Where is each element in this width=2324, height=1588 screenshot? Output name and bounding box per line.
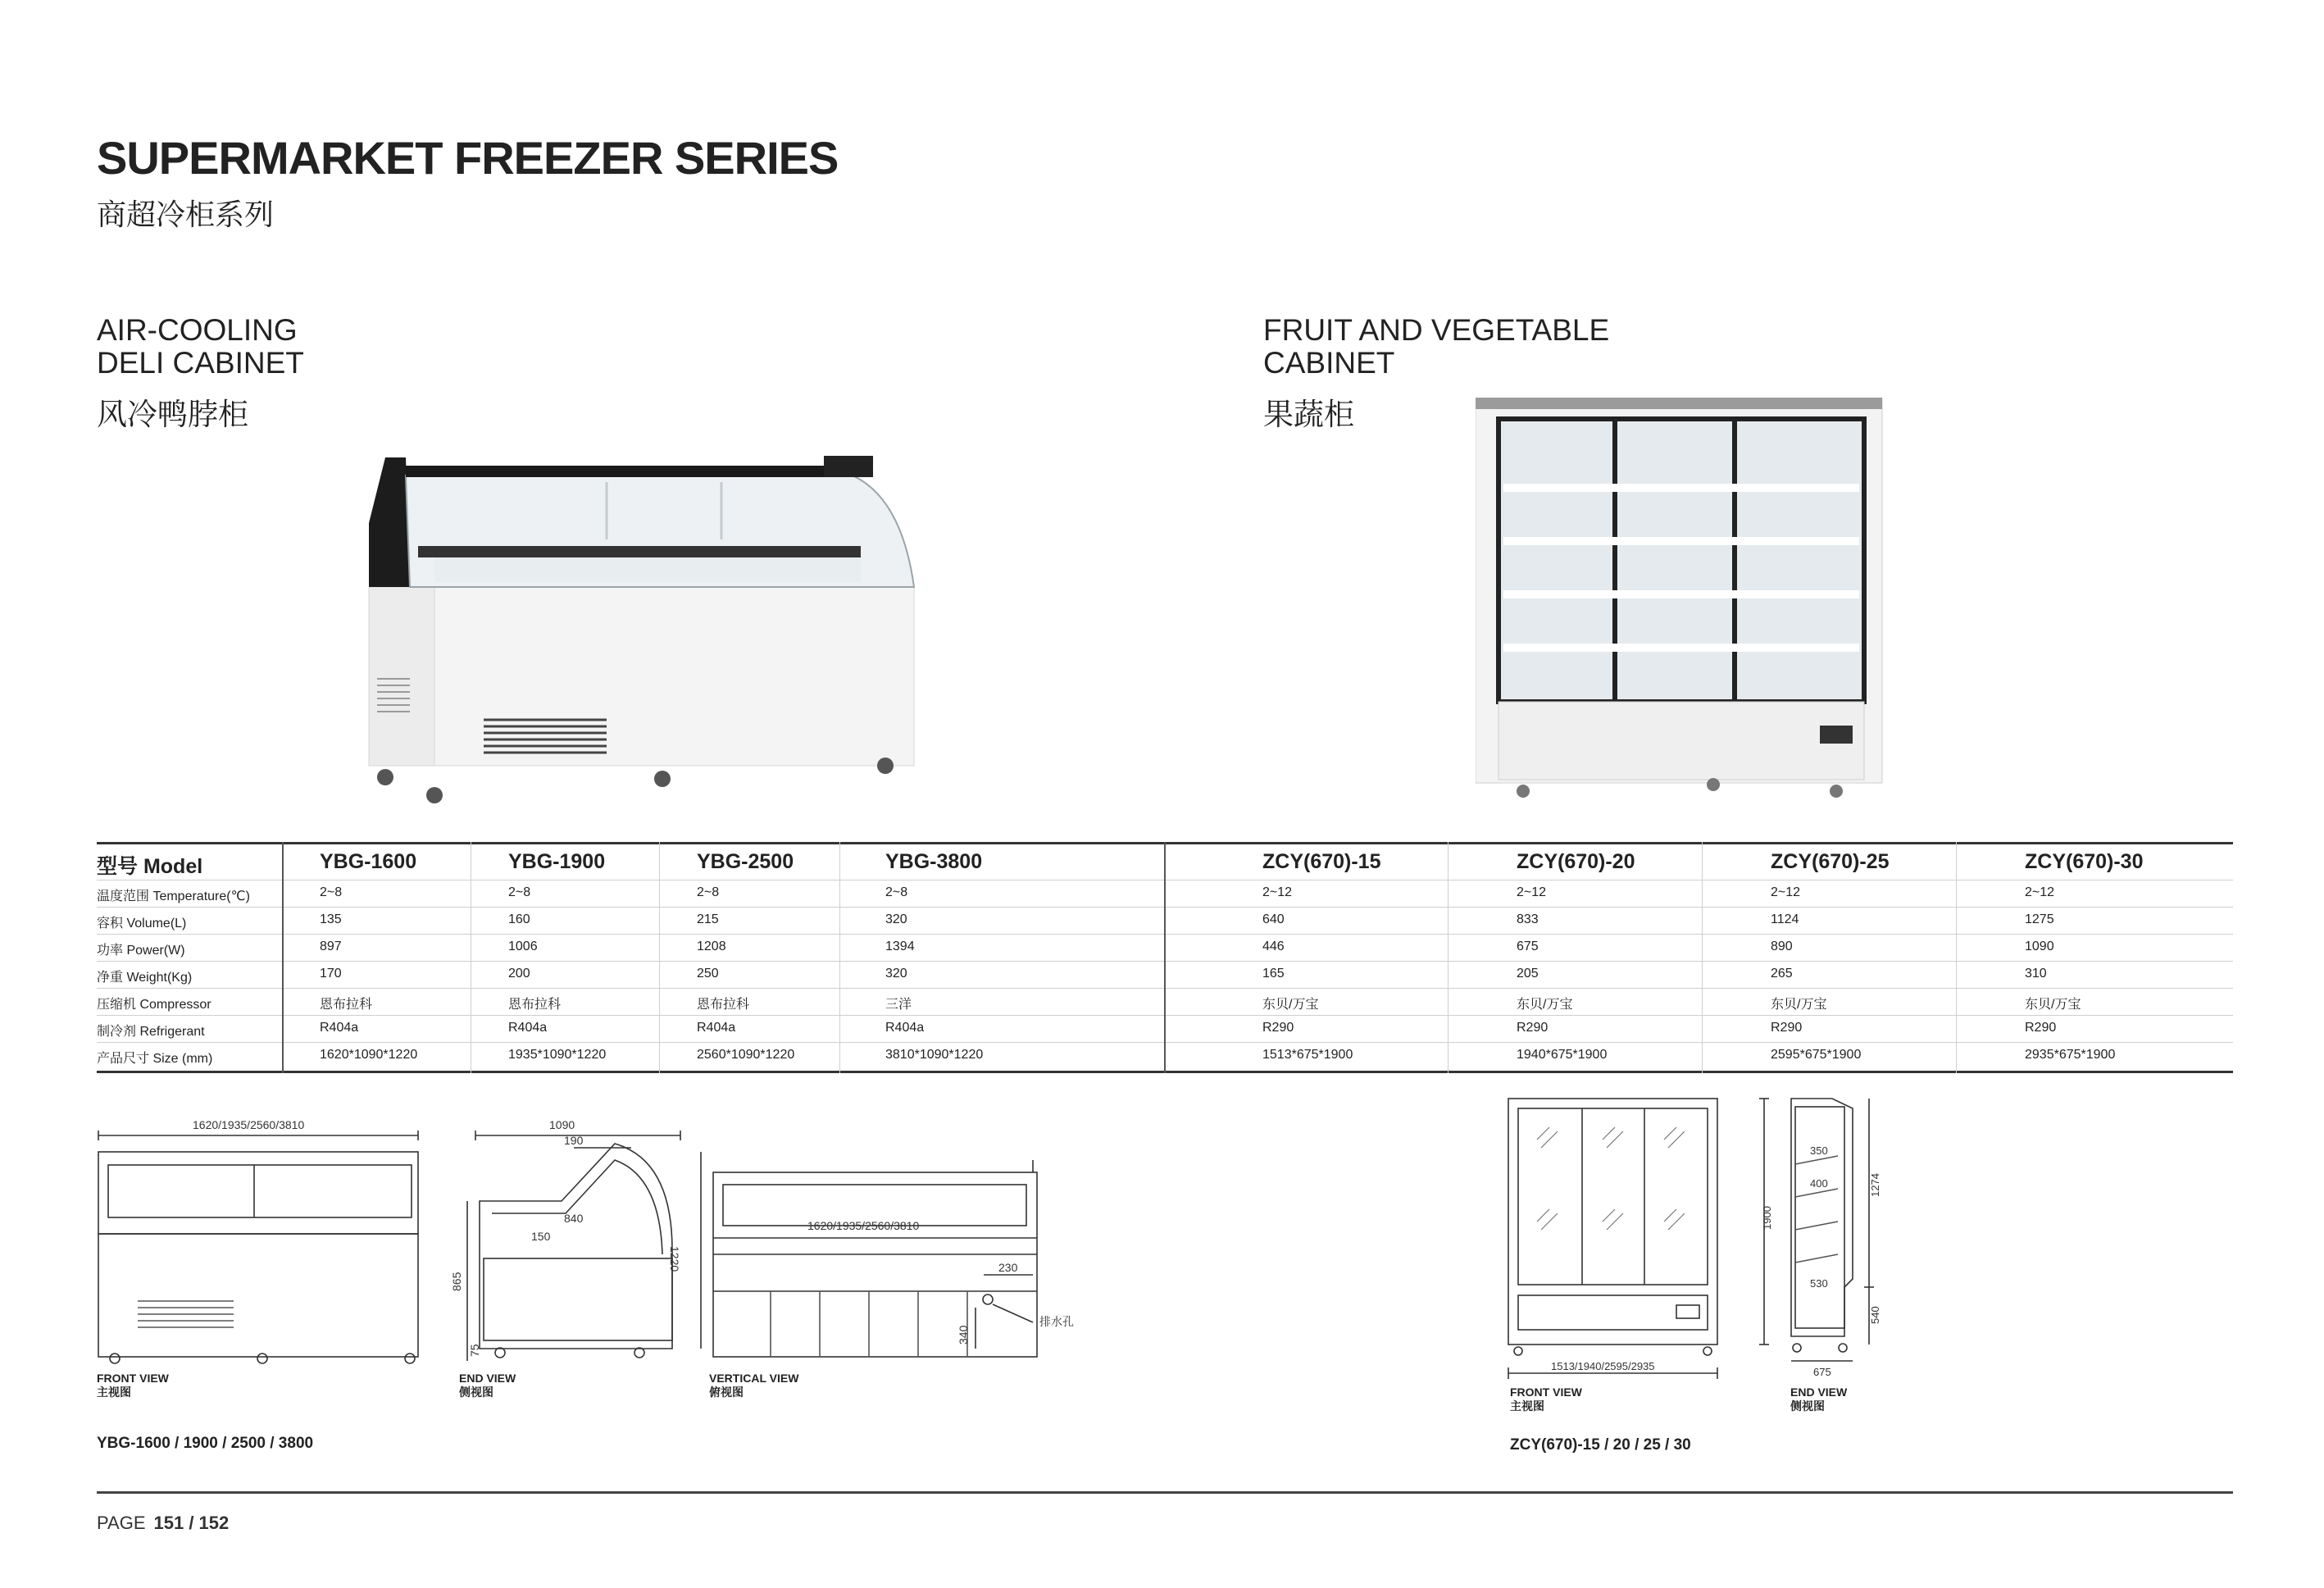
section-title-deli xyxy=(97,314,304,380)
model-series-right: ZCY(670)-15 / 20 / 25 / 30 xyxy=(1510,1436,1691,1454)
table-cell: 2~8 xyxy=(320,885,343,899)
caption-en: VERTICAL VIEW xyxy=(709,1372,799,1385)
table-cell: 320 xyxy=(885,967,907,981)
section-title-line: DELI CABINET xyxy=(97,346,304,380)
table-header-cell: ZCY(670)-25 xyxy=(1771,850,1890,873)
col-divider xyxy=(282,842,284,1073)
caption-en: FRONT VIEW xyxy=(97,1372,169,1385)
caption-cn: 主视图 xyxy=(97,1386,131,1399)
table-cell: 890 xyxy=(1771,940,1793,953)
fruit-cabinet-image xyxy=(1476,398,1885,808)
table-cell: 三洋 xyxy=(885,998,912,1012)
caption-en: END VIEW xyxy=(459,1372,516,1385)
dim-side-1274: 1274 xyxy=(1869,1173,1881,1197)
dim-end-depth: 1090 xyxy=(549,1118,575,1131)
table-cell: 3810*1090*1220 xyxy=(885,1048,984,1062)
page-number: 151 / 152 xyxy=(153,1513,230,1533)
table-cell: 320 xyxy=(885,912,907,926)
spec-table xyxy=(97,842,2233,1076)
dim-side-depth: 675 xyxy=(1813,1366,1831,1378)
dim-side-530: 530 xyxy=(1810,1277,1828,1290)
table-cell: R290 xyxy=(2025,1021,2057,1035)
table-cell: R290 xyxy=(1771,1021,1803,1035)
table-cell: 东贝/万宝 xyxy=(1517,998,1573,1012)
dim-vert-340: 340 xyxy=(957,1325,970,1345)
table-row-label: 制冷剂 Refrigerant xyxy=(97,1025,205,1039)
section-title-fruit-cn: 果蔬柜 xyxy=(1263,397,1354,432)
table-cell: 2~12 xyxy=(1262,885,1293,899)
table-cell: R290 xyxy=(1517,1021,1549,1035)
table-cell: 160 xyxy=(508,912,530,926)
section-title-line: FRUIT AND VEGETABLE xyxy=(1263,313,1610,347)
caption-cn: 侧视图 xyxy=(459,1386,493,1399)
footer-rule xyxy=(97,1491,2233,1494)
table-cell: R404a xyxy=(697,1021,736,1035)
table-cell: R404a xyxy=(885,1021,925,1035)
table-cell: 1935*1090*1220 xyxy=(508,1048,607,1062)
table-cell: 1394 xyxy=(885,940,915,953)
dim-side-540: 540 xyxy=(1869,1306,1881,1324)
page-indicator xyxy=(97,1513,229,1534)
dim-vert-width: 1620/1935/2560/3810 xyxy=(807,1219,920,1232)
table-cell: 2~12 xyxy=(1517,885,1547,899)
table-cell: 东贝/万宝 xyxy=(1262,998,1319,1012)
caption-end-view-right xyxy=(1790,1386,1847,1413)
col-divider xyxy=(839,842,840,1073)
section-title-fruit xyxy=(1263,314,1609,380)
caption-cn: 俯视图 xyxy=(709,1386,744,1399)
table-header-cell: YBG-1600 xyxy=(320,850,417,873)
fruit-technical-drawings xyxy=(1500,1090,1894,1386)
dim-end-inner: 840 xyxy=(564,1212,584,1225)
table-cell: 2~12 xyxy=(2025,885,2055,899)
table-cell: 1006 xyxy=(508,940,538,953)
table-cell: 恩布拉科 xyxy=(320,998,373,1012)
table-cell: 1513*675*1900 xyxy=(1262,1048,1353,1062)
caption-front-view xyxy=(97,1372,169,1399)
section-title-line: AIR-COOLING xyxy=(97,313,298,347)
dim-end-150: 150 xyxy=(531,1230,551,1243)
table-header-cell: ZCY(670)-15 xyxy=(1262,850,1381,873)
deli-cabinet-image xyxy=(361,449,926,810)
table-cell: R404a xyxy=(508,1021,548,1035)
table-header-cell: YBG-1900 xyxy=(508,850,606,873)
table-cell: 265 xyxy=(1771,967,1793,981)
dim-end-top: 190 xyxy=(564,1134,584,1147)
caption-cn: 主视图 xyxy=(1510,1399,1544,1413)
table-row-label: 功率 Power(W) xyxy=(97,944,185,958)
table-cell: 东贝/万宝 xyxy=(1771,998,1827,1012)
dim-side-400: 400 xyxy=(1810,1177,1828,1190)
caption-en: END VIEW xyxy=(1790,1386,1848,1399)
table-row-label: 温度范围 Temperature(℃) xyxy=(97,890,250,903)
page-title-cn: 商超冷柜系列 xyxy=(97,198,275,232)
table-row-label: 产品尺寸 Size (mm) xyxy=(97,1052,213,1066)
dim-vert-230: 230 xyxy=(998,1261,1018,1274)
table-cell: R404a xyxy=(320,1021,359,1035)
dim-end-865: 865 xyxy=(450,1272,463,1291)
table-cell: 2560*1090*1220 xyxy=(697,1048,795,1062)
table-header-cell: YBG-3800 xyxy=(885,850,983,873)
table-row-label: 容积 Volume(L) xyxy=(97,917,187,931)
table-cell: 833 xyxy=(1517,912,1539,926)
col-divider xyxy=(1702,842,1703,1073)
table-cell: 135 xyxy=(320,912,342,926)
table-header-cell: YBG-2500 xyxy=(697,850,794,873)
table-cell: 165 xyxy=(1262,967,1285,981)
table-cell: 310 xyxy=(2025,967,2047,981)
col-divider xyxy=(1448,842,1449,1073)
col-divider xyxy=(1956,842,1957,1073)
dim-end-height: 1220 xyxy=(668,1246,681,1272)
table-row-label: 净重 Weight(Kg) xyxy=(97,971,193,985)
col-divider xyxy=(659,842,660,1073)
dim-side-height: 1900 xyxy=(1761,1206,1773,1230)
table-row-label: 压缩机 Compressor xyxy=(97,998,211,1012)
table-cell: 205 xyxy=(1517,967,1539,981)
dim-end-75: 75 xyxy=(468,1344,481,1357)
table-header-cell: ZCY(670)-20 xyxy=(1517,850,1635,873)
table-cell: 2935*675*1900 xyxy=(2025,1048,2116,1062)
table-cell: 675 xyxy=(1517,940,1539,953)
caption-front-view-right xyxy=(1510,1386,1582,1413)
deli-technical-drawings xyxy=(90,1111,1090,1381)
dim-front-width: 1620/1935/2560/3810 xyxy=(193,1118,305,1131)
caption-cn: 侧视图 xyxy=(1790,1399,1825,1413)
page-label: PAGE xyxy=(97,1513,146,1533)
dim-front-width: 1513/1940/2595/2935 xyxy=(1551,1360,1655,1372)
table-cell: 1090 xyxy=(2025,940,2054,953)
model-series-left: YBG-1600 / 1900 / 2500 / 3800 xyxy=(97,1435,314,1452)
table-cell: 恩布拉科 xyxy=(697,998,750,1012)
table-cell: 2~8 xyxy=(508,885,531,899)
caption-en: FRONT VIEW xyxy=(1510,1386,1582,1399)
section-title-deli-cn: 风冷鸭脖柜 xyxy=(97,397,248,432)
table-cell: 1275 xyxy=(2025,912,2054,926)
drain-hole-label: 排水孔 xyxy=(1039,1315,1074,1328)
table-cell: 446 xyxy=(1262,940,1285,953)
table-cell: 2~8 xyxy=(697,885,720,899)
section-title-line: CABINET xyxy=(1263,346,1395,380)
table-cell: 1620*1090*1220 xyxy=(320,1048,418,1062)
table-cell: 2595*675*1900 xyxy=(1771,1048,1862,1062)
table-cell: 1940*675*1900 xyxy=(1517,1048,1608,1062)
dim-side-350: 350 xyxy=(1810,1144,1828,1157)
caption-end-view xyxy=(459,1372,516,1399)
table-cell: 恩布拉科 xyxy=(508,998,562,1012)
table-cell: 2~8 xyxy=(885,885,908,899)
table-cell: 897 xyxy=(320,940,342,953)
table-cell: 215 xyxy=(697,912,719,926)
col-divider xyxy=(1164,842,1166,1073)
caption-vertical-view xyxy=(709,1372,798,1399)
table-header-label: 型号 Model xyxy=(97,855,203,878)
table-cell: 1124 xyxy=(1771,912,1799,926)
table-cell: 170 xyxy=(320,967,342,981)
table-cell: 250 xyxy=(697,967,719,981)
table-header-cell: ZCY(670)-30 xyxy=(2025,850,2144,873)
table-cell: 东贝/万宝 xyxy=(2025,998,2081,1012)
table-cell: 2~12 xyxy=(1771,885,1801,899)
table-cell: 1208 xyxy=(697,940,726,953)
page-title: SUPERMARKET FREEZER SERIES xyxy=(97,132,839,184)
table-cell: 200 xyxy=(508,967,530,981)
table-cell: R290 xyxy=(1262,1021,1294,1035)
table-cell: 640 xyxy=(1262,912,1285,926)
